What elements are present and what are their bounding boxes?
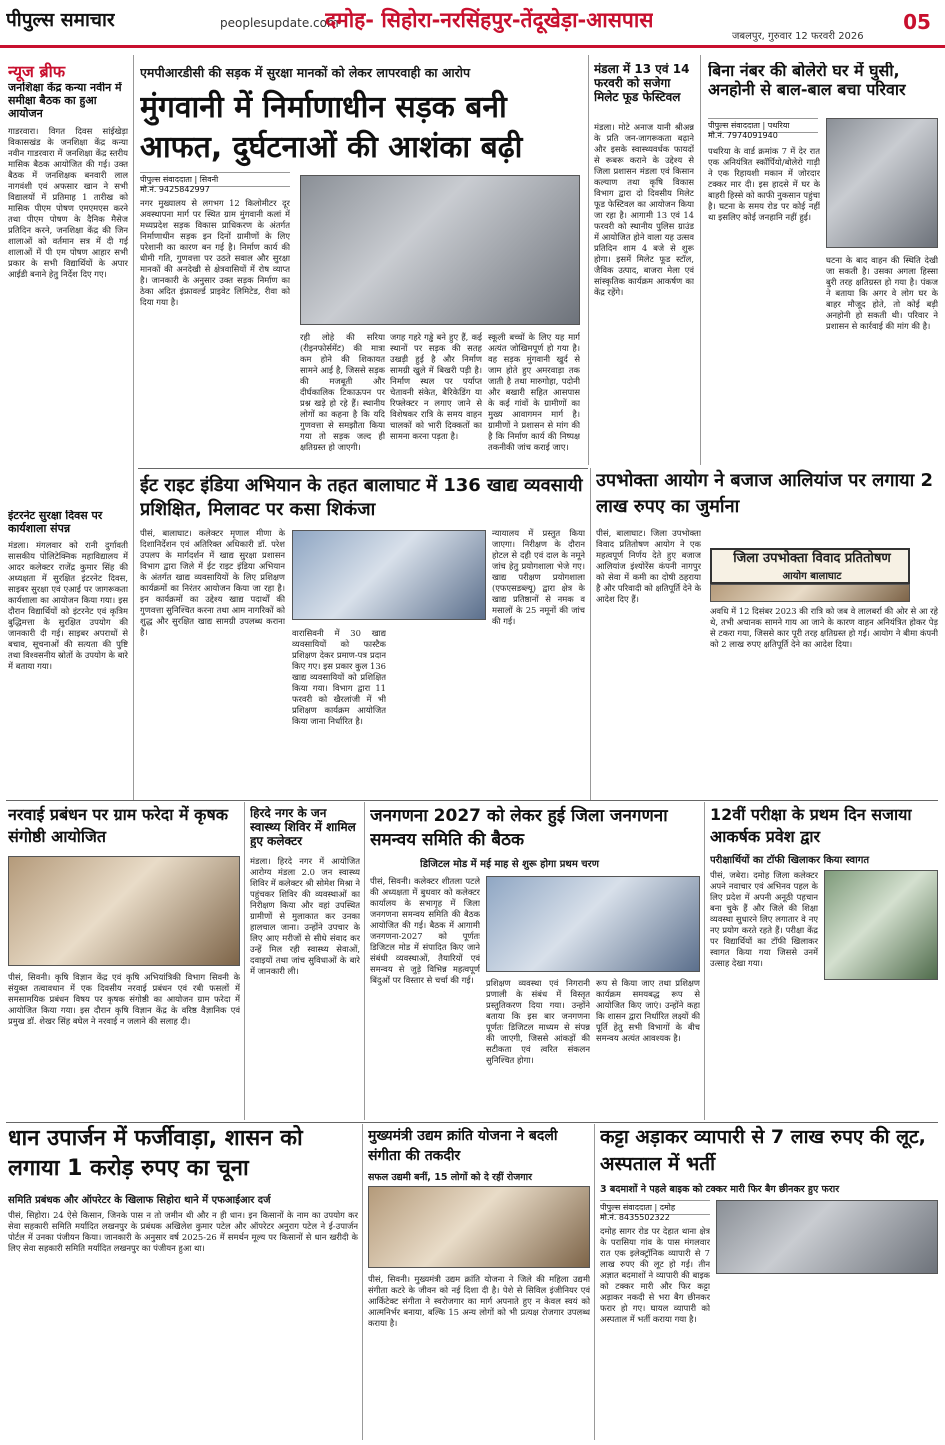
brief2-text: मंडला। मंगलवार को रानी दुर्गावती सासकीय पोलिटेक्निक महाविद्यालय में आदर कलेक्टर राजेंद्र कुमार सिंह की अध्यक्षता में सुरक्षित इंटरनेट दिवस, साइबर सुरक्षा एवं एआई पर जागरूकता कार्यशाला का आयोजन किया गया। इस दौरान विद्यार्थियों को इंटरनेट एवं कृत्रिम बुद्धिमत्ता के सुरक्षित उपयोग की जानकारी दी गई। साइबर अपराधों से बचाव, सूचनाओं की सत्यता की पुष्टि तथा विश्वसनीय स्रोतों के उपयोग के बारे में बताया गया। — [8, 540, 128, 671]
column-divider — [594, 1124, 595, 1440]
story3-byline: पीपुल्स संवाददाता | पथरिया — [708, 118, 818, 133]
column-divider — [588, 55, 589, 465]
story11-subhead: सफल उद्यमी बनीं, 15 लोगों को दे रहीं रोजगार — [368, 1172, 532, 1183]
story11-text: पीसं, सिवनी। मुख्यमंत्री उद्यम क्रांति योजना ने जिले की महिला उद्यमी संगीता कटरे के जीवन को नई दिशा दी है। पेशे से सिविल इंजीनियर एवं आर्किटेक्ट संगीता ने स्वरोजगार का मार्ग अपनाते हुए न केवल स्वयं को आत्मनिर्भर बनाया, बल्कि 15 अन्य लोगों को भी प्रत्यक्ष रोजगार उपलब्ध कराया है। — [368, 1274, 590, 1328]
story9-subhead: परीक्षार्थियों का टॉफी खिलाकर किया स्वागत — [710, 855, 870, 866]
story4-text1: पीसं, बालाघाट। कलेक्टर मृणाल मीणा के दिशानिर्देशन एवं अतिरिक्त अधिकारी डॉ. परेश उपलप के मार्गदर्शन में खाद्य सुरक्षा प्रशासन विभाग द्वारा जिले में ईट राइट इंडिया अभियान के अंतर्गत खाद्य व्यवसायियों के लिए प्रशिक्षण कार्यक्रमों का निरंतर आयोजन किया जा रहा है। इन कार्यक्रमों का उद्देश्य खाद्य पदार्थों की गुणवत्ता सुनिश्चित करना तथा आम नागरिकों को शुद्ध और सुरक्षित खाद्य सामग्री उपलब्ध कराना है। — [140, 528, 285, 637]
story10-text: पीसं, सिहोरा। 24 ऐसे किसान, जिनके पास न तो जमीन थी और न ही धान। इन किसानों के नाम का उपयोग कर सेवा सहकारी समिति मर्यादित लखनपुर के प्रबंधक अखिलेश कुमार पटेल और ऑपरेटर अनुराग पटेल ने ई-उपार्जन पोर्टल में उनका पंजीयन किया। जानकारी के अनुसार वर्ष 2025-26 में समर्थन मूल्य पर किसानों से धान खरीदी के लिए सेवा सहकारी समिति मर्यादित लखनपुर का पंजीयन हुआ था। — [8, 1210, 358, 1253]
story12-subhead: 3 बदमाशों ने पहले बाइक को टक्कर मारी फिर बैग छीनकर हुए फरार — [600, 1184, 840, 1195]
story8-text2: प्रशिक्षण व्यवस्था एवं निगरानी प्रणाली के संबंध में विस्तृत प्रस्तुतिकरण दिया गया। उन्होंने बताया कि इस बार जनगणना पूर्णतः डिजिटल माध्यम से संपन्न की जाएगी, जिससे आंकड़ों की सटीकता एवं त्वरित संकलन सुनिश्चित होगा। — [486, 978, 590, 1065]
story3-headline: बिना नंबर की बोलेरो घर में घुसी, अनहोनी से बाल-बाल बचा परिवार — [708, 62, 906, 99]
sign-line2: आयोग बालाघाट — [782, 571, 842, 582]
column-divider — [362, 1124, 363, 1440]
brief2-heading: इंटरनेट सुरक्षा दिवस पर कार्यशाला संपन्न — [8, 510, 103, 535]
story1-headline: मुंगवानी में निर्माणाधीन सड़क बनी आफत, दुर्घटनाओं की आशंका बढ़ी — [140, 90, 523, 165]
story6-headline: नरवाई प्रबंधन पर ग्राम फरेदा में कृषक संगोष्ठी आयोजित — [8, 805, 228, 846]
story12-mobile: मो.नं. 8435502322 — [600, 1213, 670, 1222]
story3-mobile: मो.नं. 7974091940 — [708, 131, 778, 140]
injured-trader-photo — [716, 1200, 938, 1274]
entrepreneur-photo — [368, 1186, 590, 1268]
story2-headline: मंडला में 13 एवं 14 फरवरी को सजेगा मिलेट फूड फेस्टिवल — [594, 62, 690, 105]
brief1-heading: जनशिक्षा केंद्र कन्या नवीन में समीक्षा बैठक का हुआ आयोजन — [8, 82, 122, 120]
website-link[interactable]: peoplesupdate.com — [220, 16, 339, 30]
newspaper-logo: पीपुल्स समाचार — [6, 9, 115, 31]
story3-text1: पथरिया के वार्ड क्रमांक 7 में देर रात एक अनियंत्रित स्कॉर्पियो/बोलेरो गाड़ी ने एक रिहायशी मकान में जोरदार टक्कर मार दी। इस हादसे में घर के बाहरी हिस्से को काफी नुकसान पहुंचा है। घटना के समय रोड पर कोई नहीं था इसलिए कोई जनहानि नहीं हुई। — [708, 146, 820, 222]
story8-text1: पीसं, सिवनी। कलेक्टर शीतला पटले की अध्यक्षता में बुधवार को कलेक्टर कार्यालय के सभागृह में जिला जनगणना समन्वय समिति की बैठक आयोजित की गई। बैठक में आगामी जनगणना-2027 को पूर्णतः डिजिटल मोड में संपादित किए जाने संबंधी व्यवस्थाओं, तैयारियों एवं समन्वय से जुड़े विभिन्न महत्वपूर्ण बिंदुओं पर विस्तार से चर्चा की गई। — [370, 876, 480, 985]
story4-headline: ईट राइट इंडिया अभियान के तहत बालाघाट में 136 खाद्य व्यवसायी प्रशिक्षित, मिलावट पर कसा शिकंजा — [140, 475, 583, 520]
story4-text3: न्यायालय में प्रस्तुत किया जाएगा। निरीक्षण के दौरान होटल से दही एवं दाल के नमूने जांच हेतु प्रयोगशाला भेजे गए। खाद्य परीक्षण प्रयोगशाला (एफएसडब्ल्यू) द्वारा क्षेत्र के खाद्य प्रतिष्ठानों से नमक व मसालों के 25 नमूनों की जांच की गई। — [492, 528, 585, 626]
story1-text2: रही लोहे की सरिया (रीइनफोर्समेंट) की मात्रा कम होने की शिकायत सामने आई है, जिससे सड़क की मजबूती और दीर्घकालिक टिकाऊपन पर प्रश्न खड़े हो रहे हैं। स्थानीय लोगों का कहना है कि यदि गुणवत्ता से समझौता किया गया तो सड़क जल्द ही क्षतिग्रस्त हो जाएगी। — [300, 332, 385, 452]
story6-text: पीसं, सिवनी। कृषि विज्ञान केंद्र एवं कृषि अभियांत्रिकी विभाग सिवनी के संयुक्त तत्वावधान में एक दिवसीय नरवाई प्रबंधन एवं रबी फसलों में समसामयिक प्रबंधन विषय पर कृषक संगोष्ठी का आयोजन ग्राम फरेदा में आयोजित किया गया। इस दौरान कृषि विज्ञान केंद्र के वरिष्ठ वैज्ञानिक एवं प्रमुख डॉ. शेखर सिंह बघेल ने नरवाई न जलाने की सलाह दी। — [8, 972, 240, 1026]
story12-byline: पीपुल्स संवाददाता | दमोह — [600, 1200, 710, 1215]
brief1-text: गाडरवारा। विगत दिवस सांईखेड़ा विकासखंड के जनशिक्षा केंद्र कन्या नवीन गाडरवारा में जनशिक्षा केंद्र स्तरीय मासिक बैठक आयोजित की गई। उक्त बैठक में जनशिक्षक बनवारी लाल नागवंशी एवं अफसार खान ने सभी विद्यालयों में प्रतिमाह 1 तारीख को मासिक पीएम पोषण एमएमएस करने तथा पीएम पोषण के दैनिक मैसेज प्रतिदिन करने, जनशिक्षा केंद्र की जिन शालाओं को वर्तमान सत्र में दी गई शालाओं में पी एम पोषण आहार सभी प्रकार के सभी विद्यार्थियों के अपार आईडी बनाने हेतु निर्देश दिए गए। — [8, 126, 128, 279]
story1-text3: जगह गहरे गड्ढे बने हुए हैं, कई स्थानों पर सड़क की सतह उखड़ी हुई है और निर्माण सामग्री खुले में बिखरी पड़ी है। निर्माण स्थल पर पर्याप्त चेतावनी संकेत, बैरिकेडिंग या रिफ्लेक्टर न लगाए जाने से विशेषकर रात्रि के समय वाहन चालकों को भारी दिक्कतों का सामना करना पड़ता है। — [390, 332, 482, 441]
section-title: दमोह- सिहोरा-नरसिंहपुर-तेंदूखेड़ा-आसपास — [325, 8, 654, 32]
story1-byline: पीपुल्स संवाददाता | सिवनी — [140, 172, 290, 187]
story8-headline: जनगणना 2027 को लेकर हुई जिला जनगणना समन्वय समिति की बैठक — [370, 806, 668, 850]
story1-text1: नगर मुख्यालय से लगभग 12 किलोमीटर दूर अवस्थापना मार्ग पर स्थित ग्राम मुंगवानी कलां में मध्यप्रदेश सड़क विकास प्राधिकरण के अंतर्गत निर्माणाधीन सड़क इन दिनों ग्रामीणों के लिए परेशानी का कारण बन गई है। निर्माण कार्य की धीमी गति, गुणवत्ता पर उठते सवाल और सुरक्षा मानकों की अनदेखी से क्षेत्रवासियों में रोष व्याप्त है। जानकारी के अनुसार उक्त सड़क निर्माण का ठेका अदित इंफ्रावर्ल्ड प्राइवेट लिमिटेड, रीवा को दिया गया है। — [140, 198, 290, 307]
story2-text: मंडला। मोटे अनाज यानी श्रीअन्न के प्रति जन-जागरूकता बढ़ाने और इसके स्वास्थ्यवर्धक फायदों से रूबरू कराने के उद्देश्य से जिला प्रशासन मंडला एवं किसान कल्याण तथा कृषि विकास विभाग द्वारा दो दिवसीय मिलेट फूड फेस्टिवल का आयोजन किया जा रहा है। आगामी 13 एवं 14 फरवरी को स्थानीय पुलिस ग्राउंड में आयोजित होने वाला यह उत्सव प्रतिदिन शाम 4 बजे से शुरू होगा। इसमें मिलेट फूड स्टॉल, जैविक उत्पाद, बाजरा मेला एवं सांस्कृतिक कार्यक्रम आकर्षण का केंद्र रहेंगे। — [594, 122, 694, 297]
column-divider — [704, 802, 705, 1120]
bolero-accident-photo — [826, 118, 938, 248]
story5-text2: अवधि में 12 दिसंबर 2023 की रात्रि को जब वे लालबर्रा की ओर से आ रहे थे, तभी अचानक सामने गाय आ जाने के कारण वाहन अनियंत्रित होकर पेड़ से टकरा गया, जिससे कार पूरी तरह क्षतिग्रस्त हो गई। आयोग ने बीमा कंपनी को 2 लाख रुपए क्षतिपूर्ति देने का आदेश दिया। — [710, 606, 938, 649]
column-divider — [590, 468, 591, 800]
story11-headline: मुख्यमंत्री उद्यम क्रांति योजना ने बदली संगीता की तकदीर — [368, 1128, 558, 1164]
story7-text: मंडला। हिरदे नगर में आयोजित आरोग्य मंडला 2.0 जन स्वास्थ्य शिविर में कलेक्टर श्री सोमेश मिश्रा ने पहुंचकर शिविर की व्यवस्थाओं का निरीक्षण किया और वहां उपस्थित ग्रामीणों से मुलाकात कर उनका हालचाल जाना। उन्होंने उपचार के लिए आए मरीजों से सीधे संवाद कर उन्हें मिल रही स्वास्थ्य सेवाओं, दवाइयों तथा जांच सुविधाओं के बारे में जानकारी ली। — [250, 856, 360, 976]
column-divider — [244, 802, 245, 1120]
story8-subhead: डिजिटल मोड में मई माह से शुरू होगा प्रथम चरण — [420, 859, 599, 870]
story1-text4: स्कूली बच्चों के लिए यह मार्ग अत्यंत जोखिमपूर्ण हो गया है। वह सड़क मुंगवानी खुर्द से जाम होते हुए अमरवाड़ा तक जाती है तथा मारुगोहा, पदोनी और बखारी सहित आसपास के कई गांवों के ग्रामीणों का मुख्य आवागमन मार्ग है। ग्रामीणों ने प्रशासन से मांग की है कि निर्माण कार्य की निष्पक्ष तकनीकी जांच कराई जाए। — [488, 332, 580, 452]
story8-text3: रूप से किया जाए तथा प्रशिक्षण कार्यक्रम समयबद्ध रूप से आयोजित किए जाएं। उन्होंने कहा कि शासन द्वारा निर्धारित लक्ष्यों की पूर्ति हेतु सभी विभागों के बीच समन्वय अत्यंत आवश्यक है। — [596, 978, 700, 1043]
story5-text1: पीसं, बालाघाट। जिला उपभोक्ता विवाद प्रतितोषण आयोग ने एक महत्वपूर्ण निर्णय देते हुए बजाज आलियांज इंश्योरेंस कंपनी नागपुर को सेवा में कमी का दोषी ठहराया है और परिवादी को क्षतिपूर्ति देने के आदेश दिए हैं। — [596, 528, 701, 604]
census-meeting-photo — [486, 876, 700, 972]
row-divider — [6, 800, 938, 801]
story12-headline: कट्टा अड़ाकर व्यापारी से 7 लाख रुपए की लूट, अस्पताल में भर्ती — [600, 1126, 926, 1175]
story9-headline: 12वीं परीक्षा के प्रथम दिन सजाया आकर्षक प्रवेश द्वार — [710, 805, 912, 846]
story1-mobile: मो.नं. 9425842997 — [140, 185, 210, 194]
dateline: जबलपुर, गुरुवार 12 फरवरी 2026 — [732, 31, 864, 42]
story4-text2: वारासिवनी में 30 खाद्य व्यवसायियों को फास्टैक प्रशिक्षण देकर प्रमाण-पत्र प्रदान किए गए। इस प्रकार कुल 136 खाद्य व्यवसायियों को प्रशिक्षित किया गया। विभाग द्वारा 11 फरवरी को खैरलांजी में भी प्रशिक्षण कार्यक्रम आयोजित किया जाना निर्धारित है। — [292, 628, 386, 726]
sign-line1: जिला उपभोक्ता विवाद प्रतितोषण — [733, 551, 891, 566]
column-divider — [700, 55, 701, 465]
exam-entrance-photo — [824, 870, 938, 980]
column-divider — [133, 55, 134, 800]
story7-headline: हिरदे नगर के जन स्वास्थ्य शिविर में शामिल हुए कलेक्टर — [250, 806, 356, 849]
row-divider — [138, 468, 588, 469]
page-number: 05 — [903, 10, 931, 34]
farmer-seminar-photo — [8, 856, 240, 966]
commission-sign-photo — [710, 548, 910, 584]
road-construction-photo — [300, 175, 580, 325]
story9-text: पीसं, जबेरा। दमोह जिला कलेक्टर अपने नवाचार एवं अभिनव पहल के लिए प्रदेश में अपनी अनूठी पहचान बना चुके हैं और जिले की शिक्षा व्यवस्था सुधारने लिए लगातार वे नए नए प्रयोग करते रहते हैं। परीक्षा केंद्र पर विद्यार्थियों का टॉफी खिलाकर स्वागत किया गया जिससे उनमें उत्साह देखा गया। — [710, 870, 818, 968]
story3-text2: घटना के बाद वाहन की स्थिति देखी जा सकती है। उसका अगला हिस्सा बुरी तरह क्षतिग्रस्त हो गया है। पंकज ने बताया कि अगर वे लोग घर के बाहर मौजूद होते, तो कोई बड़ी अनहोनी हो सकती थी। परिवार ने प्रशासन से कार्रवाई की मांग की है। — [826, 255, 938, 331]
column-divider — [364, 802, 365, 1120]
row-divider — [6, 1122, 938, 1123]
story12-text: दमोह सागर रोड पर देहात थाना क्षेत्र के परासिया गांव के पास मंगलवार रात एक इलेक्ट्रॉनिक व्यापारी से 7 लाख रुपए की लूट हो गई। तीन अज्ञात बदमाशों ने व्यापारी की बाइक को टक्कर मारी और फिर कट्टा अड़ाकर नकदी से भरा बैग छीनकर फरार हो गए। घायल व्यापारी को अस्पताल में भर्ती कराया गया है। — [600, 1226, 710, 1324]
story5-headline: उपभोक्ता आयोग ने बजाज आलियांज पर लगाया 2 लाख रुपए का जुर्माना — [596, 470, 934, 517]
story1-kicker: एमपीआरडीसी की सड़क में सुरक्षा मानकों को लेकर लापरवाही का आरोप — [140, 65, 471, 80]
commission-building-photo — [710, 584, 910, 602]
story10-subhead: समिति प्रबंधक और ऑपरेटर के खिलाफ सिहोरा थाने में एफआईआर दर्ज — [8, 1195, 271, 1206]
training-photo — [292, 530, 486, 620]
sidebar-title: न्यूज ब्रीफ — [8, 62, 66, 81]
story10-headline: धान उपार्जन में फर्जीवाड़ा, शासन को लगाया 1 करोड़ रुपए का चूना — [8, 1126, 303, 1181]
